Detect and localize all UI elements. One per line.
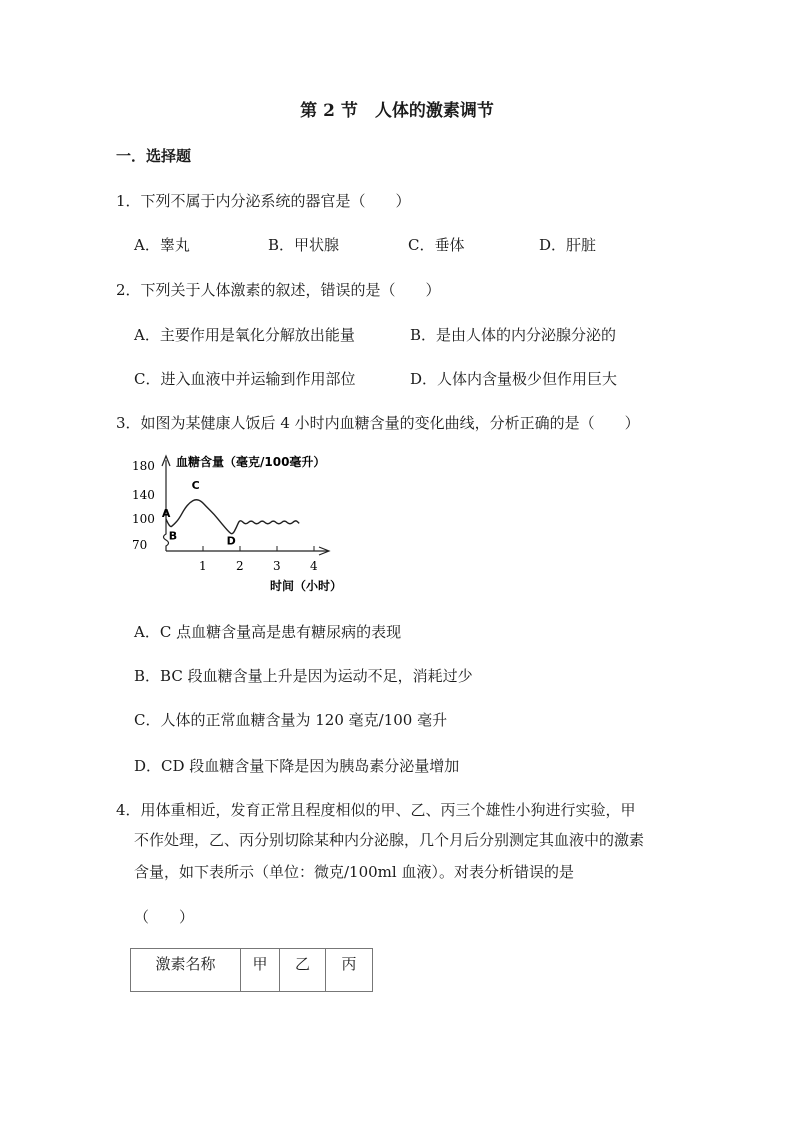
x-tick-label: 2 (236, 559, 244, 573)
hormone-table (130, 948, 373, 992)
q1-option-c[interactable]: C．垂体 (408, 236, 465, 254)
q1-option-d[interactable]: D．肝脏 (539, 236, 597, 254)
question-4-stem-line-1: 4．用体重相近，发育正常且程度相似的甲、乙、丙三个雄性小狗进行实验，甲 (116, 801, 636, 819)
blood-sugar-chart (130, 450, 360, 598)
x-tick-label: 1 (199, 559, 207, 573)
table-header-row (131, 949, 373, 992)
question-4-stem-line-3: 含量，如下表所示（单位：微克/100ml 血液）。对表分析错误的是 (134, 863, 574, 881)
section-heading: 一．选择题 (116, 147, 192, 165)
question-1-stem: 1．下列不属于内分泌系统的器官是（ ） (116, 192, 411, 210)
x-tick-label: 3 (273, 559, 281, 573)
y-tick-label: 100 (132, 512, 155, 526)
q2-option-c[interactable]: C．进入血液中并运输到作用部位 (134, 370, 356, 388)
q3-option-d[interactable]: D．CD 段血糖含量下降是因为胰岛素分泌量增加 (134, 757, 460, 775)
blood-sugar-line (166, 500, 299, 534)
question-3-stem: 3．如图为某健康人饭后 4 小时内血糖含量的变化曲线，分析正确的是（ ） (116, 414, 640, 432)
table-header-cell: 激素名称 (131, 949, 241, 992)
y-tick-label: 180 (132, 459, 155, 473)
point-label-d: D (226, 534, 236, 548)
table-header-cell: 丙 (326, 949, 373, 992)
point-label-b: B (168, 529, 178, 543)
q2-option-a[interactable]: A．主要作用是氧化分解放出能量 (134, 326, 355, 344)
x-tick-label: 4 (310, 559, 318, 573)
q1-option-b[interactable]: B．甲状腺 (268, 236, 340, 254)
q3-option-c[interactable]: C．人体的正常血糖含量为 120 毫克/100 毫升 (134, 711, 448, 729)
chart-x-axis-label: 时间（小时） (270, 579, 343, 593)
point-label-a: A (161, 507, 171, 520)
question-4-answer-blank: （ ） (134, 908, 195, 926)
table-header-cell: 乙 (280, 949, 326, 992)
y-tick-label: 70 (132, 538, 148, 552)
question-2-stem: 2．下列关于人体激素的叙述，错误的是（ ） (116, 281, 441, 299)
chart-point-labels (162, 479, 236, 547)
q3-option-a[interactable]: A．C 点血糖含量高是患有糖尿病的表现 (134, 623, 402, 641)
point-label-c: C (191, 479, 200, 493)
table-header-cell: 甲 (241, 949, 280, 992)
q2-option-b[interactable]: B．是由人体的内分泌腺分泌的 (410, 326, 617, 344)
q2-option-d[interactable]: D．人体内含量极少但作用巨大 (410, 370, 618, 388)
chart-tick-labels (132, 459, 318, 573)
chart-y-axis-label: 血糖含量（毫克/100毫升） (176, 455, 326, 469)
q1-option-a[interactable]: A．睾丸 (134, 236, 190, 254)
page-title: 第 2 节 人体的激素调节 (300, 101, 494, 121)
y-tick-label: 140 (132, 488, 155, 502)
question-4-stem-line-2: 不作处理，乙、丙分别切除某种内分泌腺，几个月后分别测定其血液中的激素 (134, 831, 645, 849)
q3-option-b[interactable]: B．BC 段血糖含量上升是因为运动不足，消耗过少 (134, 667, 473, 685)
